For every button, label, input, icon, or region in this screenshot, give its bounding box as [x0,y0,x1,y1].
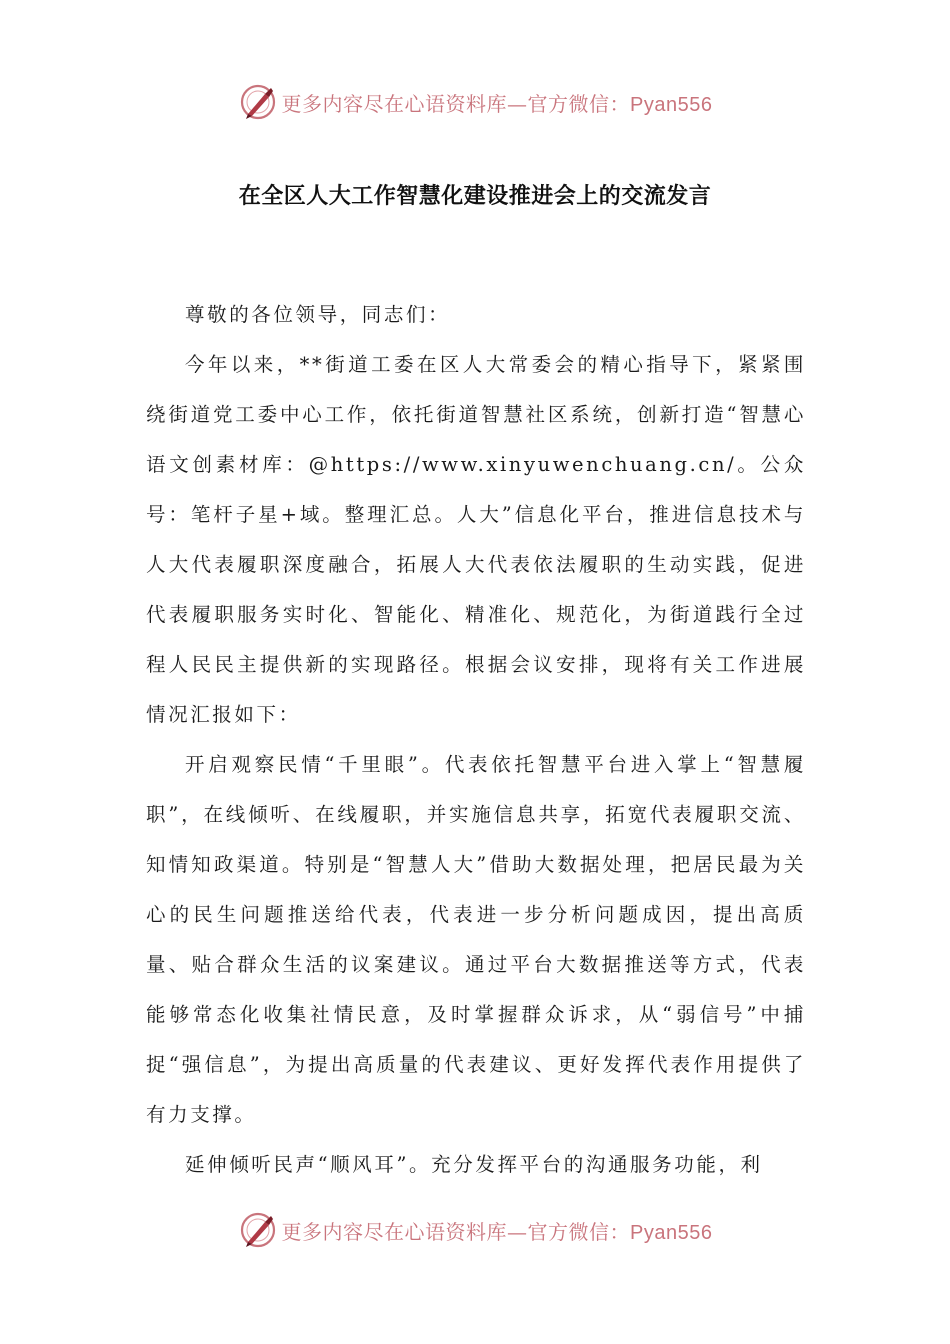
watermark-text: 更多内容尽在心语资料库—官方微信：Pyan556 [281,91,713,116]
watermark-banner-top [0,80,950,124]
watermark-text: 更多内容尽在心语资料库—官方微信：Pyan556 [281,1219,713,1244]
document-body [146,290,806,1190]
document-title: 在全区人大工作智慧化建设推进会上的交流发言 [238,184,712,209]
salutation: 尊敬的各位领导，同志们： [185,303,451,326]
paragraph-3: 延伸倾听民声“顺风耳”。充分发挥平台的沟通服务功能，利 [185,1153,763,1176]
paragraph-2: 开启观察民情“千里眼”。代表依托智慧平台进入掌上“智慧履职”，在线倾听、在线履职，并实施信息共享，拓宽代表履职交流、知情知政渠道。特别是“智慧人大”借助大数据处理，把居民最为关心的民生问题推送给代表，代表进一步分析问题成因，提出高质量、贴合群众生活的议案建议。通过平台大数据推送等方式，代表能够常态化收集社情民意，及时掌握群众诉求，从“弱信号”中捕捉“强信息”，为提出高质量的代表建议、更好发挥代表作用提供了有力支撑。 [146,753,806,1126]
watermark-banner-bottom [0,1208,950,1252]
pen-nib-icon [238,1210,278,1250]
pen-nib-icon [238,82,278,122]
watermark-account: Pyan556 [630,1221,713,1244]
paragraph-1: 今年以来，**街道工委在区人大常委会的精心指导下，紧紧围绕街道党工委中心工作，依托街道智慧社区系统，创新打造“智慧心语文创素材库：@https://www.xinyuwenchuang.cn/。公众号：笔杆子星+域。整理汇总。人大”信息化平台，推进信息技术与人大代表履职深度融合，拓展人大代表依法履职的生动实践，促进代表履职服务实时化、智能化、精准化、规范化，为街道践行全过程人民民主提供新的实现路径。根据会议安排，现将有关工作进展情况汇报如下： [146,353,806,726]
watermark-account: Pyan556 [630,93,713,116]
